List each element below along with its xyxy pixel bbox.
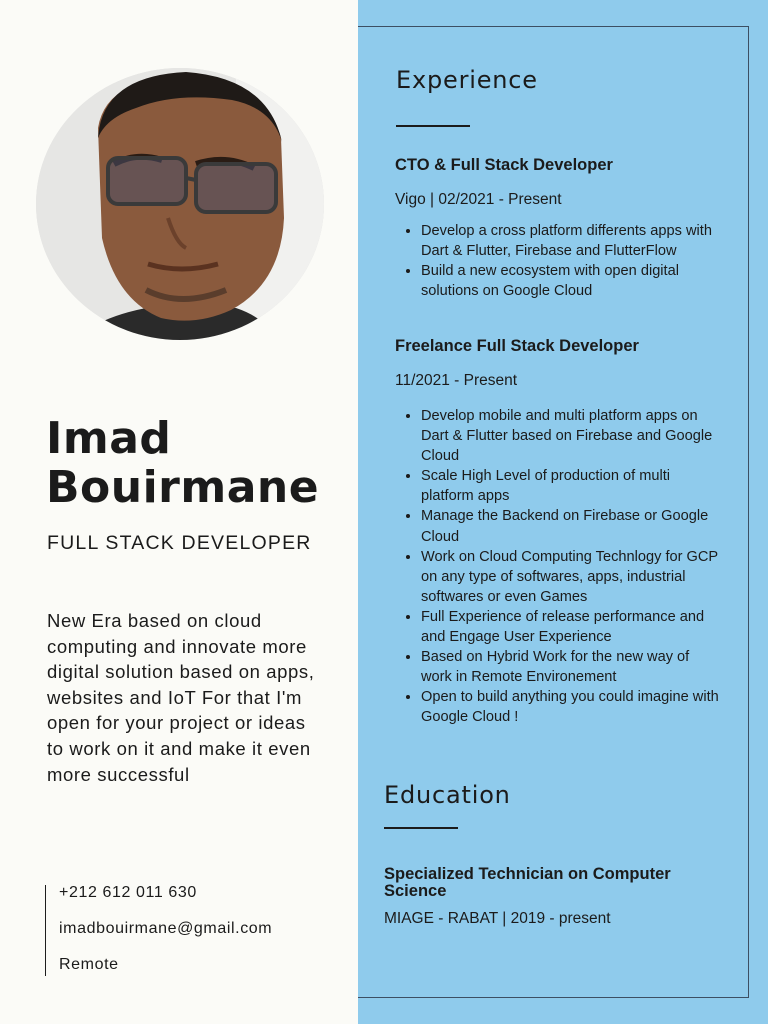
education-heading-rule (384, 827, 458, 829)
contact-phone[interactable]: +212 612 011 630 (59, 884, 197, 901)
job-meta-2: 11/2021 - Present (395, 372, 518, 389)
education-heading: Education (384, 781, 511, 809)
list-item: • Work on Cloud Computing Technlogy for GCP on any type of softwares, apps, industrial softwares or even Games (421, 547, 721, 607)
first-name: Imad (46, 413, 172, 464)
job-meta-1: Vigo | 02/2021 - Present (395, 191, 562, 208)
profile-photo-illustration (36, 68, 324, 340)
job-title-1: CTO & Full Stack Developer (395, 156, 613, 174)
list-item: • Full Experience of release performance and and Engage User Experience (421, 607, 721, 647)
list-item: • Build a new ecosystem with open digital solutions on Google Cloud (421, 261, 721, 301)
job-title-2: Freelance Full Stack Developer (395, 337, 639, 355)
experience-heading: Experience (396, 66, 538, 94)
bio-text: New Era based on cloud computing and innovate more digital solution based on apps, websites and IoT For that I'm open for your project or ideas to work on it and make it even more successful (47, 610, 315, 785)
education-meta: MIAGE - RABAT | 2019 - present (384, 910, 611, 927)
last-name: Bouirmane (46, 462, 320, 513)
profile-photo (36, 68, 324, 340)
experience-heading-rule (396, 125, 470, 127)
list-item: • Scale High Level of production of multi platform apps (421, 466, 721, 506)
contact-block (45, 885, 272, 976)
contact-email[interactable]: imadbouirmane@gmail.com (59, 920, 273, 937)
list-item: • Open to build anything you could imagine with Google Cloud ! (421, 687, 721, 727)
list-item: • Manage the Backend on Firebase or Google Cloud (421, 506, 721, 546)
contact-location: Remote (59, 956, 119, 973)
job-bullets-1 (395, 221, 721, 301)
education-title: Specialized Technician on Computer Science (384, 865, 671, 900)
list-item: • Develop a cross platform differents apps with Dart & Flutter, Firebase and FlutterFlow (421, 221, 721, 261)
job-role: FULL STACK DEVELOPER (47, 532, 312, 554)
list-item: • Based on Hybrid Work for the new way of work in Remote Environement (421, 647, 721, 687)
list-item: • Develop mobile and multi platform apps on Dart & Flutter based on Firebase and Google Cloud (421, 406, 721, 466)
candidate-name (46, 414, 319, 512)
job-bullets-2 (395, 406, 721, 728)
